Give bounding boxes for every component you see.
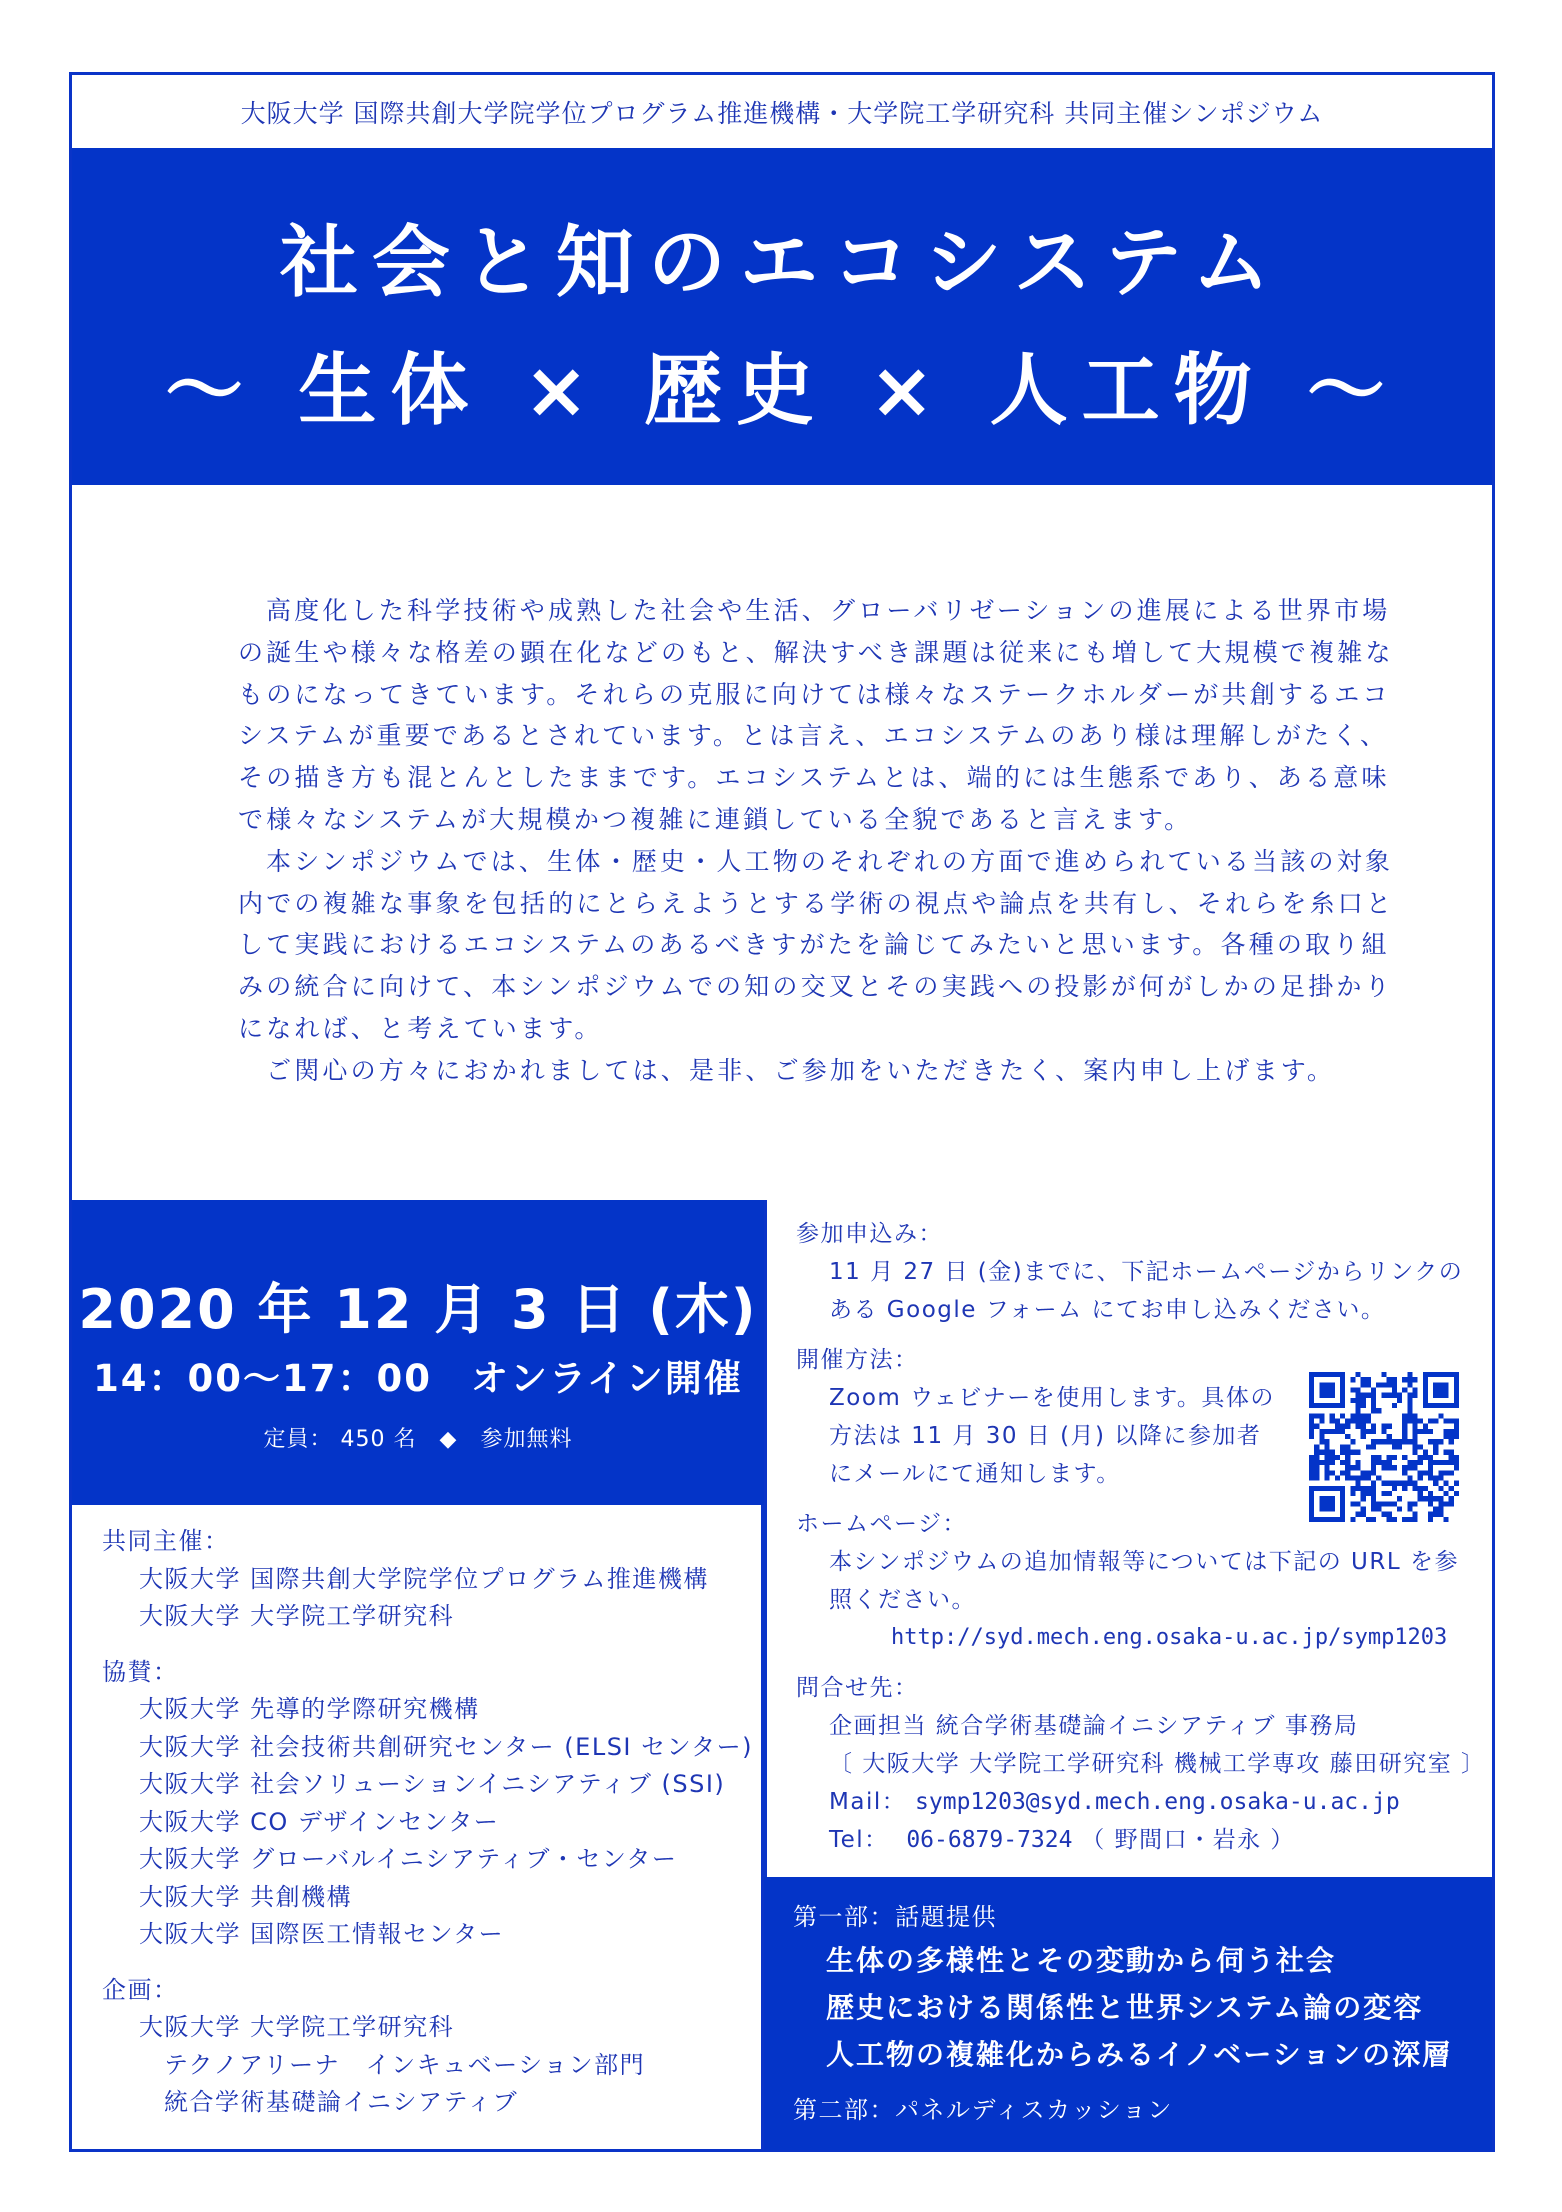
info-section [764, 1200, 1492, 1877]
supporter-item: 大阪大学 国際医工情報センター [139, 1920, 505, 1948]
apply-line: ある Google フォーム にてお申し込みください。 [829, 1297, 1386, 1323]
intro-line: 高度化した科学技術や成熟した社会や生活、グローバリゼーションの進展による世界市場 [266, 596, 1391, 625]
topic-item: 人工物の複雑化からみるイノベーションの深層 [826, 2038, 1453, 2071]
supporter-item: 大阪大学 社会技術共創研究センター (ELSI センター) [139, 1732, 754, 1761]
supporter-item: 大阪大学 先導的学際研究機構 [139, 1695, 480, 1723]
intro-line: になれば、と考えています。 [238, 1013, 603, 1043]
method-line: にメールにて通知します。 [829, 1461, 1121, 1487]
intro-line: みの統合に向けて、本シンポジウムでの知の交叉とその実践への投影が何がしかの足掛かり [238, 972, 1393, 1002]
contact-tel-row [767, 1821, 1492, 1859]
planner-sub: 統合学術基礎論イニシアティブ [164, 2088, 519, 2116]
part1-label: 第一部：話題提供 [793, 1903, 997, 1931]
header-text: 大阪大学 国際共創大学院学位プログラム推進機構・大学院工学研究科 共同主催シンポジウム [240, 98, 1324, 128]
tel-number: 06-6879-7324 [906, 1827, 1073, 1853]
intro-line: ご関心の方々におかれましては、是非、ご参加をいただきたく、案内申し上げます。 [266, 1055, 1336, 1085]
homepage-link[interactable]: http://syd.mech.eng.osaka-u.ac.jp/symp1203 [891, 1625, 1448, 1650]
event-capacity: 定員： 450 名 ◆ 参加無料 [263, 1427, 573, 1452]
supporter-item: 大阪大学 グローバルイニシアティブ・センター [139, 1845, 678, 1873]
supporter-item: 大阪大学 CO デザインセンター [139, 1807, 500, 1836]
intro-line: システムが重要であるとされています。とは言え、エコシステムのあり様は理解しがたく、 [238, 721, 1389, 751]
mail-link[interactable]: symp1203@syd.mech.eng.osaka-u.ac.jp [915, 1789, 1400, 1815]
planner-sub: テクノアリーナ インキュベーション部門 [164, 2050, 646, 2079]
event-datetime-box [72, 1200, 764, 1505]
method-line: 方法は 11 月 30 日 (月) 以降に参加者 [829, 1423, 1262, 1449]
contact-label: 問合せ先： [796, 1675, 919, 1701]
topic-item: 生体の多様性とその変動から伺う社会 [826, 1944, 1337, 1977]
intro-text [238, 590, 1395, 1092]
program-section [764, 1877, 1492, 2150]
tel-names: （ 野間口・岩永 ） [1081, 1827, 1295, 1853]
planner: 大阪大学 大学院工学研究科 [139, 2013, 455, 2041]
support-label: 協賛： [102, 1657, 179, 1686]
mail-label: Mail： [829, 1789, 907, 1815]
topic-item: 歴史における関係性と世界システム論の変容 [826, 1991, 1424, 2024]
event-time: 14：00～17：00 オンライン開催 [93, 1357, 743, 1400]
intro-line: 本シンポジウムでは、生体・歴史・人工物のそれぞれの方面で進められている当該の対象 [266, 846, 1394, 876]
cohost-item: 大阪大学 大学院工学研究科 [139, 1602, 455, 1630]
method-line: Zoom ウェビナーを使用します。具体の [829, 1385, 1275, 1411]
organizers-section [72, 1505, 764, 2150]
subtitle: ～ 生体 × 歴史 × 人工物 ～ [165, 346, 1399, 436]
event-date: 2020 年 12 月 3 日 (木) [78, 1278, 758, 1341]
cohost-header [72, 75, 1492, 148]
tel-label: Tel： [829, 1827, 889, 1853]
qr-code-icon[interactable] [1309, 1372, 1459, 1522]
intro-line: ものになってきています。それらの克服に向けては様々なステークホルダーが共創するエコ [238, 679, 1391, 709]
intro-line: して実践におけるエコシステムのあるべきすがたを論じてみたいと思います。各種の取り組 [238, 930, 1390, 960]
contact-org: 企画担当 統合学術基礎論イニシアティブ 事務局 [829, 1713, 1359, 1739]
apply-line: 11 月 27 日 (金)までに、下記ホームページからリンクの [829, 1259, 1464, 1285]
home-line: 照ください。 [829, 1587, 976, 1613]
home-label: ホームページ： [796, 1511, 968, 1537]
cohost-item: 大阪大学 国際共創大学院学位プログラム推進機構 [139, 1564, 709, 1593]
main-title: 社会と知のエコシステム [279, 218, 1285, 308]
contact-mail-row [767, 1783, 1492, 1821]
home-line: 本シンポジウムの追加情報等については下記の URL を参 [829, 1549, 1459, 1575]
plan-label: 企画： [102, 1975, 179, 2004]
cohost-label: 共同主催： [102, 1527, 230, 1555]
method-label: 開催方法： [796, 1347, 919, 1373]
intro-line: で様々なシステムが大規模かつ複雑に連鎖している全貌であると言えます。 [238, 804, 1193, 834]
intro-line: その描き方も混とんとしたままです。エコシステムとは、端的には生態系であり、ある意味 [238, 763, 1390, 793]
intro-line: の誕生や様々な格差の顕在化などのもと、解決すべき課題は従来にも増して大規模で複雑な [238, 637, 1394, 667]
supporter-item: 大阪大学 共創機構 [139, 1882, 353, 1911]
apply-label: 参加申込み： [796, 1221, 943, 1247]
supporter-item: 大阪大学 社会ソリューションイニシアティブ (SSI) [139, 1770, 726, 1798]
contact-lab: 〔 大阪大学 大学院工学研究科 機械工学専攻 藤田研究室 〕 [829, 1751, 1486, 1777]
intro-line: 内での複雑な事象を包括的にとらえようとする学術の視点や論点を共有し、それらを糸口と [238, 888, 1395, 918]
title-banner [72, 148, 1492, 485]
part2-label: 第二部：パネルディスカッション [793, 2096, 1173, 2124]
